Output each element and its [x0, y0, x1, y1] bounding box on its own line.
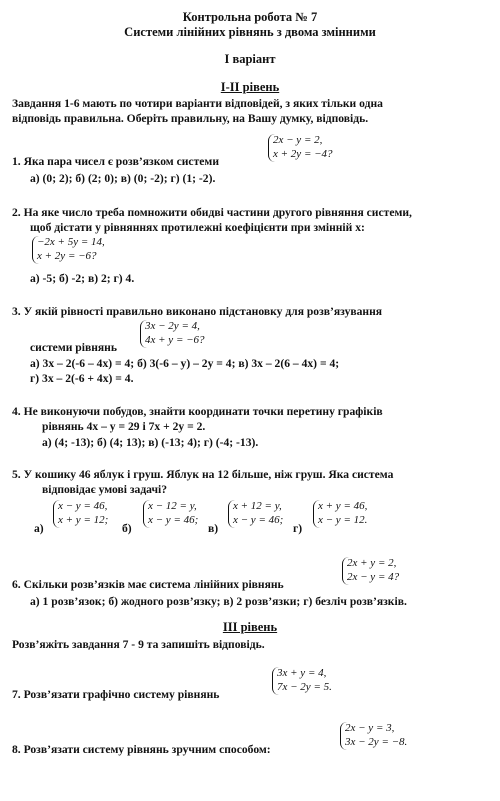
question-2-line-2: щоб дістати у рівняннях протилежні коефіцієнти при змінній х:	[30, 221, 365, 234]
question-7-system	[272, 667, 332, 695]
question-4-line-1: 4. Не виконуючи побудов, знайти координати точки перетину графіків	[12, 405, 383, 418]
question-3-line-2: системи рівнянь	[30, 341, 117, 354]
option-a-system	[53, 500, 108, 528]
equation: x + y = 46,	[318, 500, 368, 512]
equation: x + 2y = −4?	[273, 148, 333, 160]
equation: 2x − y = 2,	[273, 134, 323, 146]
equation: x + 2y = −6?	[37, 250, 97, 262]
question-2-line-1: 2. На яке число треба помножити обидві частини другого рівняння системи,	[12, 206, 412, 219]
question-5-line-1: 5. У кошику 46 яблук і груш. Яблук на 12 більше, ніж груш. Яка система	[12, 468, 394, 481]
equation: −2x + 5y = 14,	[37, 236, 105, 248]
question-4-line-2: рівнянь 4х – у = 29 і 7х + 2у = 2.	[42, 420, 206, 433]
equation: 3x − 2y = 4,	[145, 320, 200, 332]
question-3-system	[140, 320, 205, 348]
option-a-label: а)	[34, 522, 44, 535]
equation: 2x − y = 3,	[345, 722, 395, 734]
page-subtitle: Системи лінійних рівнянь з двома змінними	[124, 25, 376, 39]
equation: x + 12 = y,	[233, 500, 282, 512]
question-3-answers-1: а) 3х – 2(-6 – 4х) = 4; б) 3(-6 – у) – 2у = 4; в) 3х – 2(6 – 4х) = 4;	[30, 357, 340, 370]
option-b-label: б)	[122, 522, 132, 535]
equation: 2x + y = 2,	[347, 557, 397, 569]
question-2-answers: а) -5; б) -2; в) 2; г) 4.	[30, 272, 135, 285]
equation: 7x − 2y = 5.	[277, 681, 332, 693]
option-v-label: в)	[208, 522, 219, 535]
question-7-text: 7. Розв’язати графічно систему рівнянь	[12, 688, 220, 701]
equation: 3x − 2y = −8.	[345, 736, 408, 748]
question-6-text: 6. Скільки розв’язків має система лінійних рівнянь	[12, 578, 284, 591]
option-g-system	[313, 500, 367, 528]
equation: x − y = 46;	[148, 514, 199, 526]
question-2-system	[32, 236, 105, 264]
instruction: Розв’яжіть завдання 7 - 9 та запишіть відповідь.	[12, 638, 265, 651]
question-1-answers: а) (0; 2); б) (2; 0); в) (0; -2); г) (1; -2).	[30, 172, 216, 185]
option-b-system	[143, 500, 198, 528]
equation: x − y = 12.	[318, 514, 368, 526]
equation: 4x + y = −6?	[145, 334, 205, 346]
intro-line-1: Завдання 1-6 мають по чотири варіанти відповідей, з яких тільки одна	[12, 97, 383, 110]
question-4-answers: а) (4; -13); б) (4; 13); в) (-13; 4); г) (-4; -13).	[42, 436, 259, 449]
level-heading-3: III рівень	[222, 620, 278, 634]
equation: 3x + y = 4,	[277, 667, 327, 679]
option-g-label: г)	[293, 522, 303, 535]
question-8-system	[340, 722, 407, 750]
question-6-answers: а) 1 розв’язок; б) жодного розв’язку; в) 2 розв’язки; г) безліч розв’язків.	[30, 595, 407, 608]
page-title: Контрольна робота № 7	[182, 10, 318, 24]
question-8-text: 8. Розв’язати систему рівнянь зручним способом:	[12, 743, 271, 756]
question-1-system	[268, 134, 333, 162]
equation: x − y = 46;	[233, 514, 284, 526]
option-v-system	[228, 500, 283, 528]
question-6-system	[342, 557, 399, 585]
level-heading-1-2: I-II рівень	[220, 80, 280, 94]
equation: x − y = 46,	[58, 500, 108, 512]
equation: x − 12 = y,	[148, 500, 197, 512]
intro-line-2: відповідь правильна. Оберіть правильну, на Вашу думку, відповідь.	[12, 112, 369, 125]
equation: 2x − y = 4?	[347, 571, 400, 583]
question-3-line-1: 3. У якій рівності правильно виконано підстановку для розв’язування	[12, 305, 383, 318]
question-3-answers-2: г) 3х – 2(-6 + 4х) = 4.	[30, 372, 134, 385]
equation: x + y = 12;	[58, 514, 109, 526]
question-5-line-2: відповідає умові задачі?	[42, 483, 168, 496]
question-1-text: 1. Яка пара чисел є розв’язком системи	[12, 155, 219, 168]
variant-label: I варіант	[224, 52, 276, 66]
